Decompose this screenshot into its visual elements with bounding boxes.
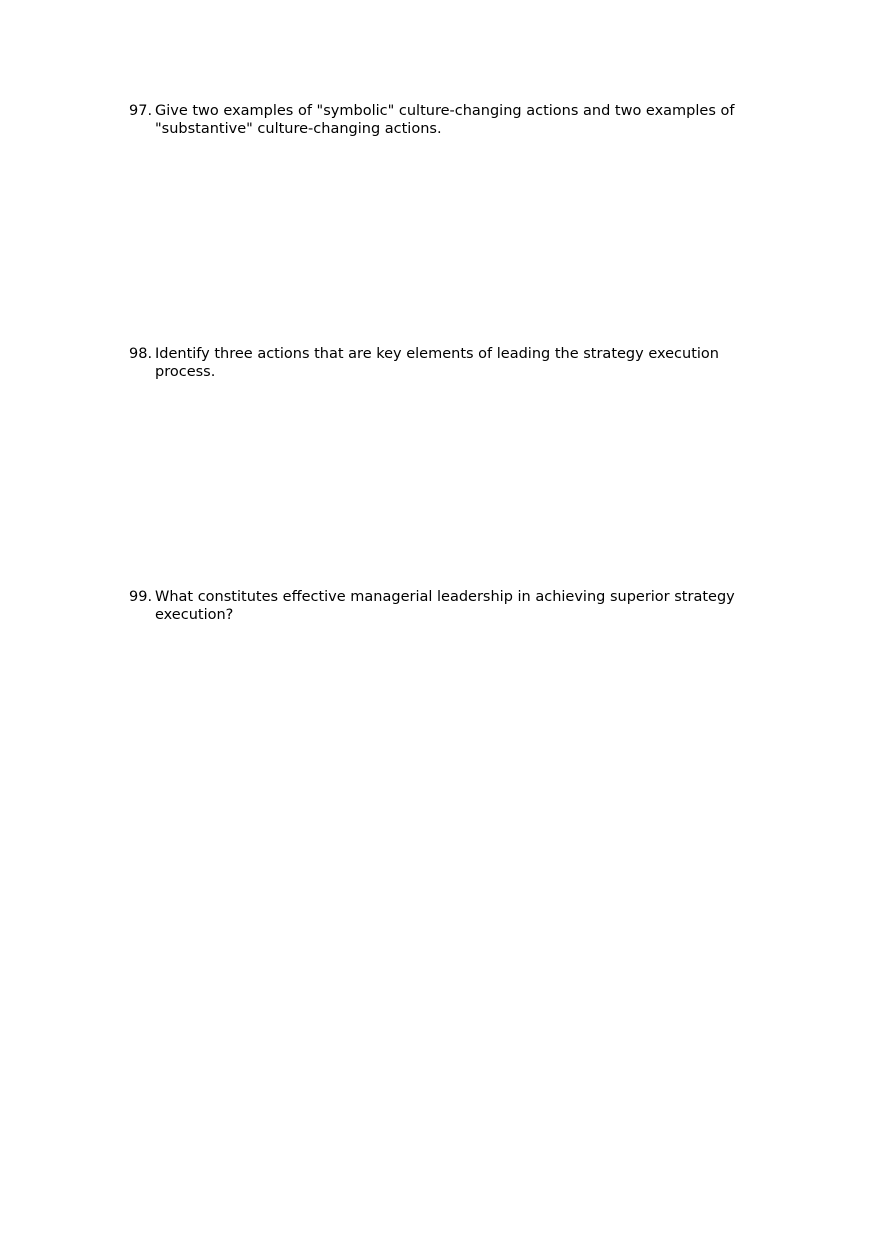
question-number: 99.: [129, 589, 153, 605]
question-97: [129, 103, 749, 138]
question-98: [129, 346, 749, 381]
question-text: Identify three actions that are key elements of leading the strategy execution process.: [155, 346, 719, 380]
question-text: Give two examples of "symbolic" culture-changing actions and two examples of "substantive" culture-changing actions.: [155, 103, 735, 137]
question-number: 97.: [129, 103, 153, 119]
question-99: [129, 589, 749, 624]
question-text: What constitutes effective managerial leadership in achieving superior strategy execution?: [155, 589, 735, 623]
question-number: 98.: [129, 346, 153, 362]
